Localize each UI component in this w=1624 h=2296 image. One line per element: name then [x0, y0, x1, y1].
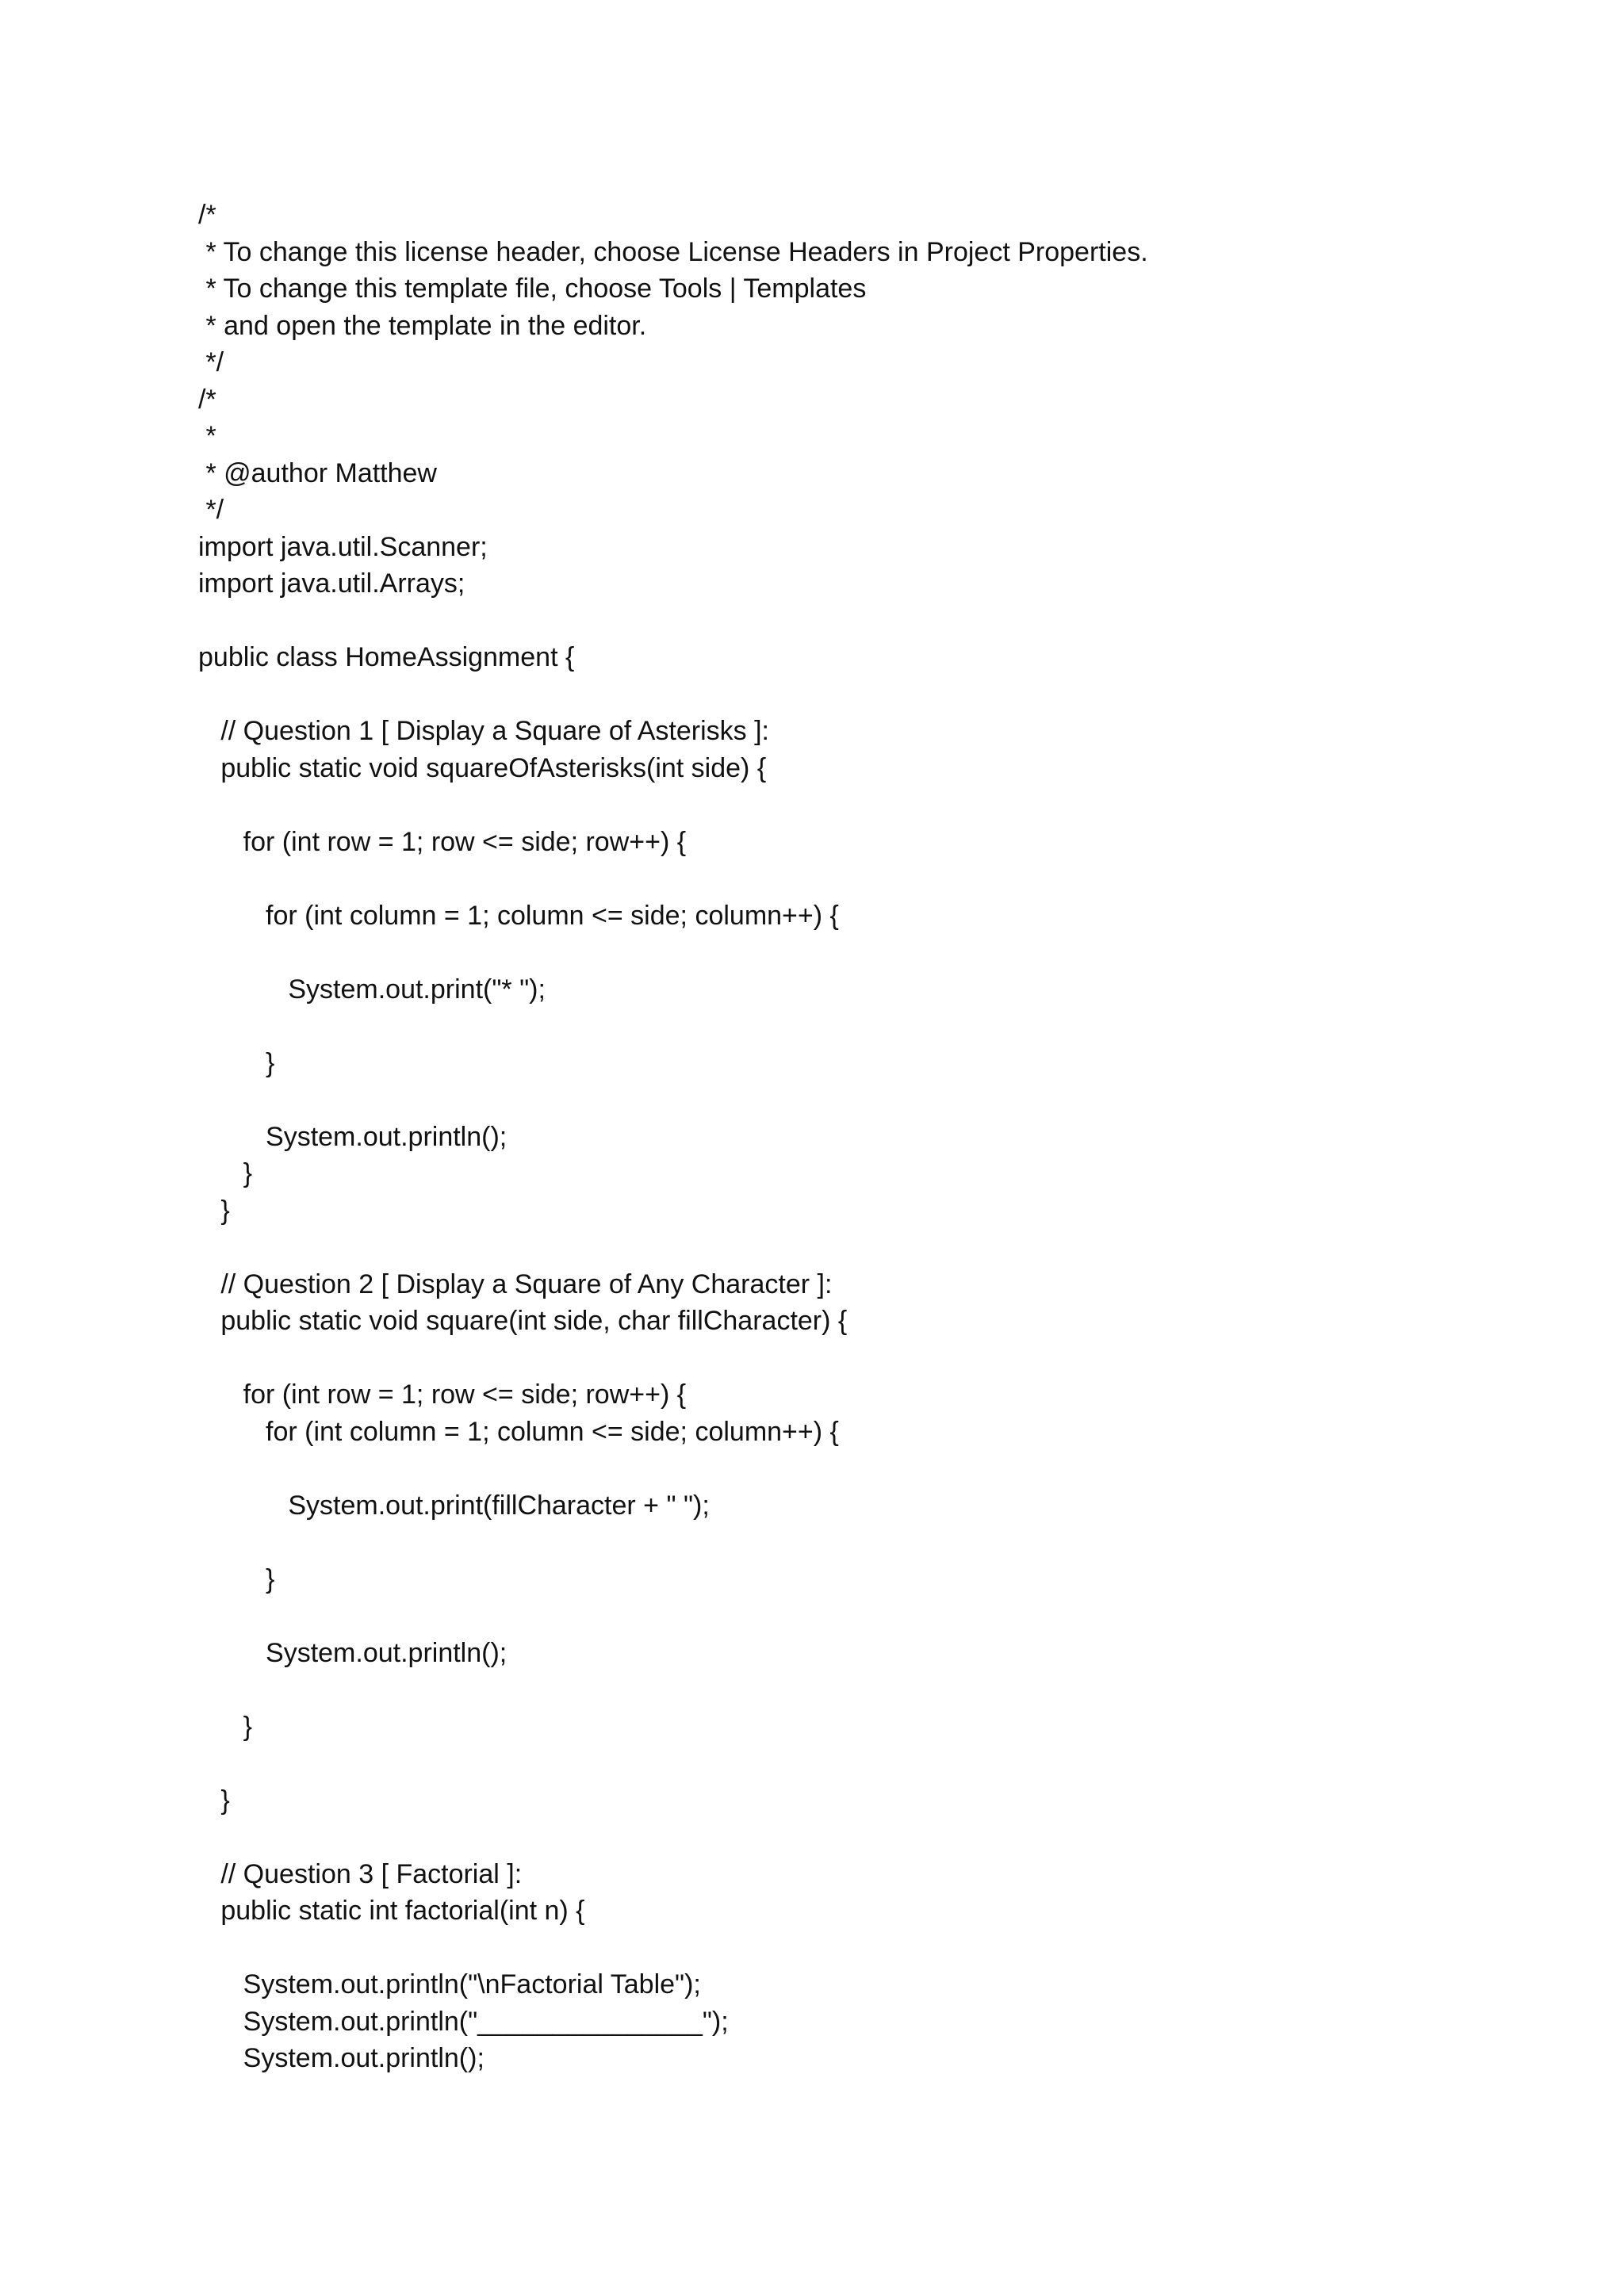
code-line: System.out.println("\nFactorial Table");	[198, 1969, 701, 1999]
code-line	[198, 1450, 1546, 1487]
code-line	[198, 1819, 1546, 1856]
code-line: }	[198, 1785, 230, 1816]
code-line: * and open the template in the editor.	[198, 310, 647, 341]
code-line	[198, 860, 1546, 897]
code-line: }	[198, 1195, 230, 1226]
code-line: */	[198, 495, 224, 525]
code-line: // Question 1 [ Display a Square of Asterisks ]:	[198, 716, 769, 746]
code-line: /*	[198, 200, 216, 230]
code-line: * To change this license header, choose License Headers in Project Properties.	[198, 236, 1148, 267]
code-line: System.out.print(fillCharacter + " ");	[198, 1490, 710, 1521]
code-line: *	[198, 421, 216, 451]
code-line	[198, 1524, 1546, 1561]
code-line: }	[198, 1711, 253, 1742]
code-line: */	[198, 347, 224, 377]
code-line: // Question 3 [ Factorial ]:	[198, 1858, 523, 1889]
code-line: /*	[198, 384, 216, 415]
code-line: import java.util.Scanner;	[198, 531, 488, 562]
code-line: }	[198, 1563, 275, 1594]
code-line: public static void squareOfAsterisks(int side) {	[198, 752, 767, 783]
code-line: import java.util.Arrays;	[198, 568, 465, 599]
code-line: public class HomeAssignment {	[198, 642, 575, 672]
code-line	[198, 1340, 1546, 1377]
code-line: System.out.println();	[198, 1121, 508, 1152]
code-line: * @author Matthew	[198, 457, 437, 488]
code-line	[198, 1008, 1546, 1045]
code-line: }	[198, 1047, 275, 1078]
code-line: for (int row = 1; row <= side; row++) {	[198, 826, 687, 857]
code-line	[198, 1745, 1546, 1782]
code-line: System.out.println();	[198, 2043, 485, 2073]
code-line	[198, 676, 1546, 714]
code-line	[198, 1229, 1546, 1266]
code-line	[198, 1671, 1546, 1709]
code-line: System.out.print("* ");	[198, 974, 546, 1004]
code-line: System.out.println();	[198, 1637, 508, 1668]
code-line	[198, 1930, 1546, 1967]
code-line: public static void square(int side, char fillCharacter) {	[198, 1306, 848, 1336]
code-line	[198, 1598, 1546, 1635]
code-line	[198, 786, 1546, 824]
code-line	[198, 603, 1546, 640]
code-line: public static int factorial(int n) {	[198, 1896, 585, 1926]
code-line: * To change this template file, choose Tools | Templates	[198, 274, 867, 304]
code-line	[198, 1081, 1546, 1119]
code-line: System.out.println("_______________");	[198, 2006, 729, 2037]
source-code-block	[198, 197, 1546, 2077]
code-line	[198, 934, 1546, 971]
code-line: for (int column = 1; column <= side; column++) {	[198, 1416, 839, 1447]
code-line: // Question 2 [ Display a Square of Any Character ]:	[198, 1269, 833, 1299]
code-line: }	[198, 1158, 253, 1188]
code-line: for (int row = 1; row <= side; row++) {	[198, 1380, 687, 1410]
code-line: for (int column = 1; column <= side; column++) {	[198, 900, 839, 931]
